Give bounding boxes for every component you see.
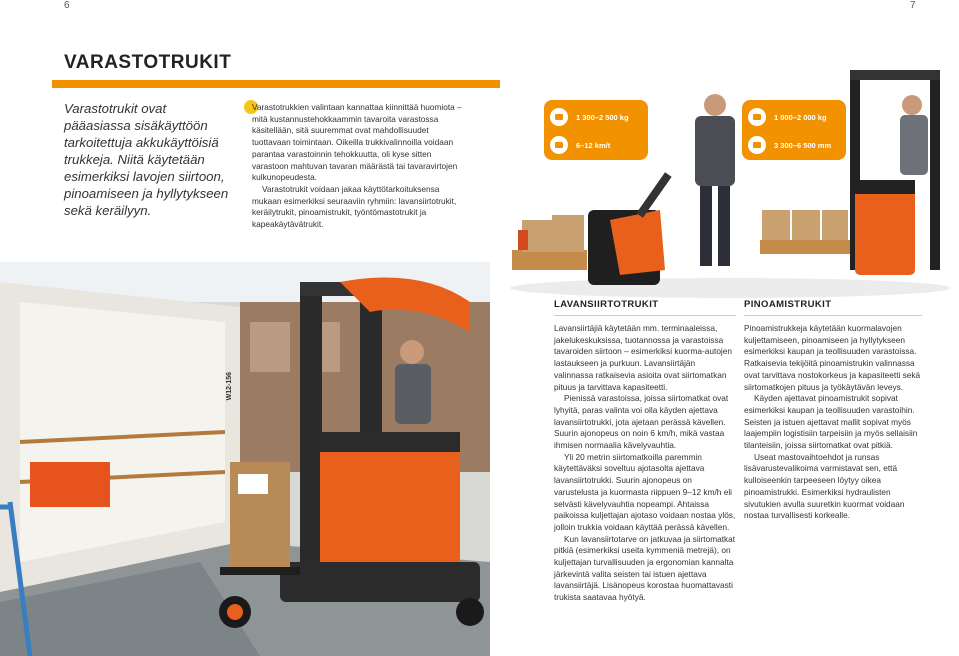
- weight-icon: [748, 108, 766, 126]
- left-column: [252, 102, 465, 231]
- lavansiirto-paragraph: Pienissä varastoissa, joissa siirtomatkat ovat lyhyitä, paras valinta voi olla käyden ajettava lavansiirtotrukki, jota ajetaan perässä kävellen. Suurin ajonopeus on noin 6 km/h, mikä vastaa ihmisen normaalia kävelyvauhtia.: [554, 393, 729, 451]
- truck-id-label: W12-156: [226, 372, 233, 401]
- reach-truck-photo: [0, 262, 490, 656]
- lavansiirto-paragraph: Lavansiirtäjiä käytetään mm. terminaaleissa, jakelukeskuksissa, tuotannossa ja varastoissa tavaroiden siirtoon – esimerkiksi kuorma-autojen lastaukseen ja purkuun. Lavansiirtäjän valinnassa ratkaisevia asioita ovat siirtomatkan pituus ja tarvittava kapasiteetti.: [554, 323, 733, 392]
- spec-capacity-value: 1 300–2 500 kg: [576, 112, 629, 122]
- reach-truck-illustration: [0, 262, 490, 656]
- left-paragraph: Varastotrukkien valintaan kannattaa kiinnittää huomiota – mitä kustannustehokkaammin tavaroita varastossa käsitellään, sitä suuremmat ovat mahdollisuudet tuottavaan toimintaan. Oikeilla trukkivalinnoilla voidaan parantaa varastoinnin tehokkuutta, oli kyse sitten varastoon mahtuvan tavaran määrästä tai tavaravirtojen kulkunopeudesta.: [252, 102, 462, 183]
- section-title: VARASTOTRUKIT: [64, 52, 232, 73]
- spec-height-value: 3 300–6 500 mm: [774, 140, 832, 150]
- heading-lavansiirtotrukit: LAVANSIIRTOTRUKIT: [554, 299, 659, 310]
- heading-underline: [744, 315, 922, 316]
- heading-pinoamistrukit: PINOAMISTRUKIT: [744, 299, 832, 310]
- spec-row-capacity: [748, 106, 827, 128]
- spec-badge-pinoamis: [742, 100, 846, 160]
- spec-row-height: [748, 134, 831, 156]
- lavansiirto-paragraph: Yli 20 metrin siirtomatkoilla paremmin käytettäväksi soveltuu ajotasolta ajettava lavansiirtotrukki. Suurin ajonopeus on varustelusta ja kuormasta riippuen 9–12 km/h eli selvästi kävelyvauhtia nopeampi. Ahtaissa paikoissa kuljettajan ajotaso voidaan nostaa ylös, jolloin trukkia voidaan käyttää perässä kävellen.: [554, 451, 736, 532]
- lift-height-icon: [748, 136, 766, 154]
- lavansiirto-paragraph: Kun lavansiirtotarve on jatkuvaa ja siirtomatkat pitkiä (esimerkiksi useita kymmeniä metrejä), on kuljettajan turvallisuuden ja ergonomian kannalta järkevintä valita seisten tai istuen ajettava lavansiirtäjä. Lisänopeus korostaa huomattavasti trukista saatavaa hyötyä.: [554, 533, 736, 603]
- heading-underline: [554, 315, 736, 316]
- weight-icon: [550, 108, 568, 126]
- spec-row-capacity: [550, 106, 629, 128]
- pinoamis-paragraph: Käyden ajettavat pinoamistrukit sopivat esimerkiksi kaupan ja teollisuuden varastoihin. Seisten ja istuen ajettavat mallit sopivat myös laajempiin logistisiin tarpeisiin ja myös sellaisiin tilanteisiin, joissa siirtomatkat ovat pitkiä.: [744, 393, 918, 451]
- pinoamis-paragraph: Pinoamistrukkeja käytetään kuormalavojen kuljettamiseen, pinoamiseen ja hyllytykseen esimerkiksi kaupan ja teollisuuden varastoissa. Ratkaisevia tekijöitä pinoamistrukin valinnassa ovat tarvittava nostokorkeus ja kapasiteetti sekä siirtomatkojen pituus ja työkäytävän leveys.: [744, 323, 921, 392]
- page-number-right: 7: [910, 0, 916, 11]
- pinoamis-paragraph: Useat mastovaihtoehdot ja runsas lisävarustevalikoima varmistavat sen, että kulloiseenkin tarpeeseen löytyy oikea pinoamistrukki. Esimerkiksi hydraulisten sivutukien avulla suuretkin kuormat voidaan nostaa turvallisesti korkealle.: [744, 451, 905, 521]
- left-paragraph: Varastotrukit voidaan jakaa käyttötarkoituksensa mukaan esimerkiksi seuraaviin ryhmiin: lavansiirtotrukit, keräilytrukit, pinoamistrukit, työntömastotrukit ja kapeakäytävätrukit.: [252, 183, 457, 230]
- lavansiirto-column: [554, 323, 736, 604]
- spec-capacity-value: 1 000–2 000 kg: [774, 112, 827, 122]
- pinoamis-column: [744, 323, 922, 522]
- spec-badge-lavansiirto: [544, 100, 648, 160]
- page-number-left: 6: [64, 0, 70, 11]
- speed-icon: [550, 136, 568, 154]
- spec-row-speed: [550, 134, 610, 156]
- spec-speed-value: 6–12 km/t: [576, 140, 611, 150]
- intro-text: Varastotrukit ovat pääasiassa sisäkäyttöön tarkoitettuja akkukäyttöisiä trukkeja. Niitä käytetään esimerkiksi lavojen siirtoon, pinoamiseen ja hyllytykseen sekä keräilyyn.: [64, 101, 229, 218]
